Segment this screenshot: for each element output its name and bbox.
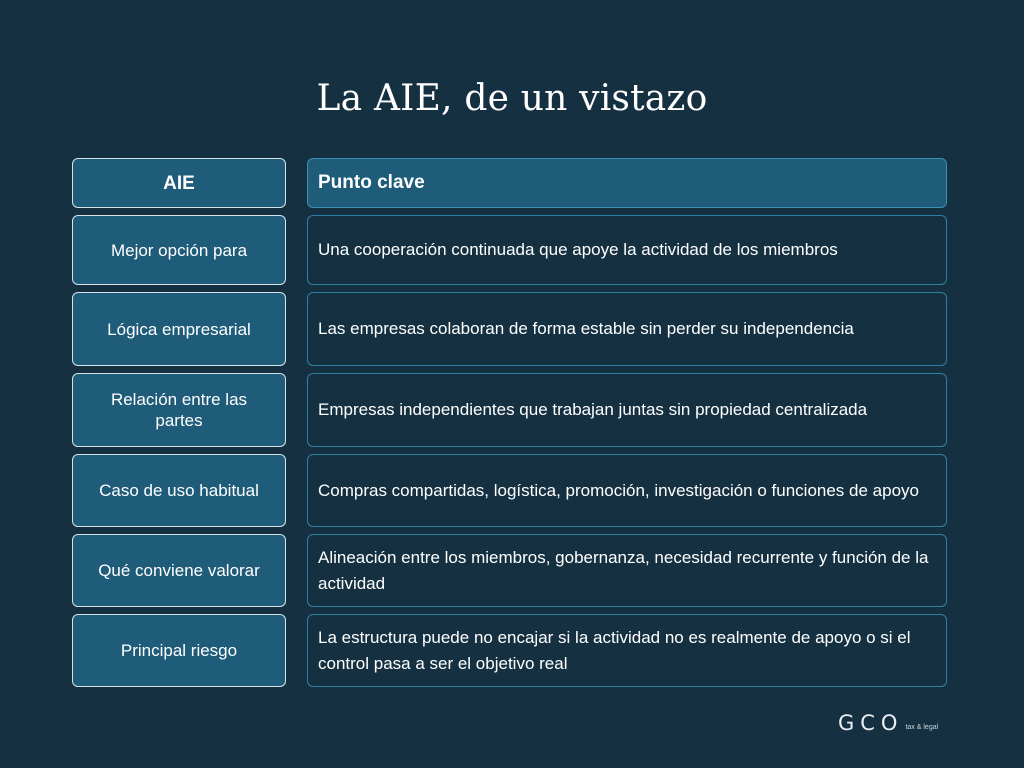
row-label: Relación entre las partes xyxy=(72,373,286,447)
table-row xyxy=(72,614,947,687)
table-row xyxy=(72,373,947,447)
table-row xyxy=(72,292,947,366)
table-row xyxy=(72,534,947,607)
row-label: Caso de uso habitual xyxy=(72,454,286,527)
comparison-table xyxy=(72,158,947,694)
row-value: Alineación entre los miembros, gobernanza, necesidad recurrente y función de la actividad xyxy=(307,534,947,607)
row-value: Las empresas colaboran de forma estable sin perder su independencia xyxy=(307,292,947,366)
row-value: Una cooperación continuada que apoye la actividad de los miembros xyxy=(307,215,947,285)
row-label: Principal riesgo xyxy=(72,614,286,687)
table-header-row xyxy=(72,158,947,208)
row-label: Mejor opción para xyxy=(72,215,286,285)
table-row xyxy=(72,215,947,285)
row-label: Qué conviene valorar xyxy=(72,534,286,607)
row-label: Lógica empresarial xyxy=(72,292,286,366)
row-value: Compras compartidas, logística, promoción, investigación o funciones de apoyo xyxy=(307,454,947,527)
table-row xyxy=(72,454,947,527)
logo-tagline: tax & legal xyxy=(905,724,939,731)
logo-mark: GCO xyxy=(838,711,904,735)
header-cell-key-point: Punto clave xyxy=(307,158,947,208)
page-title: La AIE, de un vistazo xyxy=(316,78,708,120)
gco-logo xyxy=(838,711,938,735)
header-cell-aie: AIE xyxy=(72,158,286,208)
row-value: La estructura puede no encajar si la actividad no es realmente de apoyo o si el control pasa a ser el objetivo real xyxy=(307,614,947,687)
row-value: Empresas independientes que trabajan juntas sin propiedad centralizada xyxy=(307,373,947,447)
